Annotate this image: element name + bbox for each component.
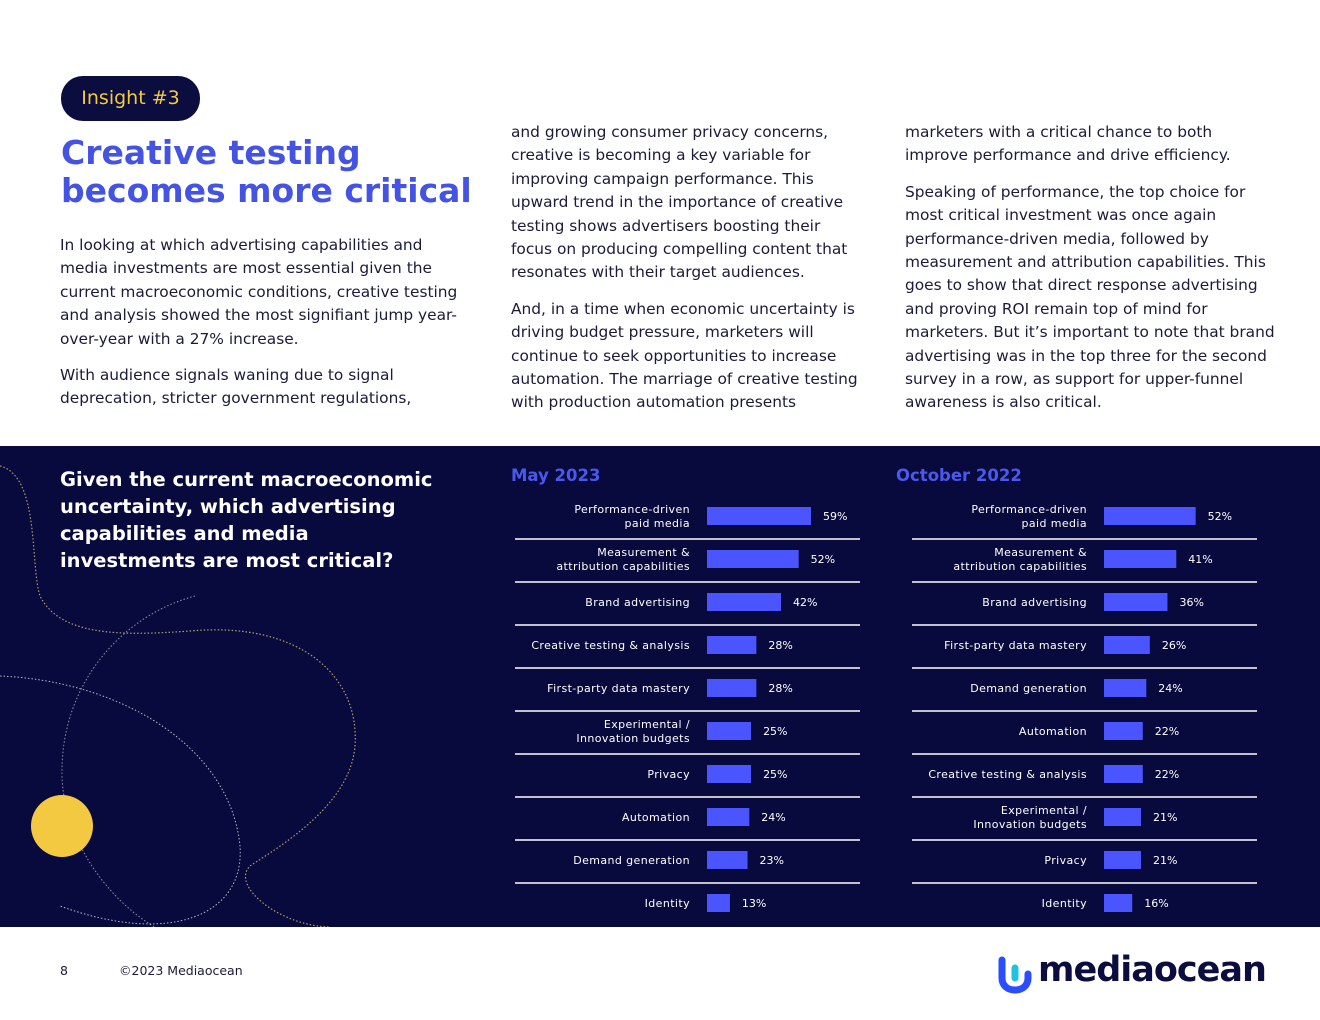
body-column-3 — [905, 121, 1275, 428]
chart-row — [970, 679, 1183, 697]
chart-row — [944, 636, 1186, 654]
chart-title-may-2023: May 2023 — [511, 466, 601, 485]
category-label: Identity — [644, 897, 690, 910]
chart-row — [928, 765, 1179, 783]
category-label: Performance-driven — [971, 503, 1087, 516]
category-label: attribution capabilities — [953, 560, 1087, 573]
page-title-line-1: Creative testing — [61, 133, 361, 172]
paragraph: In looking at which advertising capabilities and media investments are most essential given the current macroeconomic conditions, creative testing and analysis showed the most signifiant jump year-over-year with a 27% increase. — [60, 236, 458, 348]
bar — [707, 851, 748, 869]
value-label: 26% — [1161, 639, 1187, 652]
survey-band — [0, 446, 1320, 927]
value-label: 52% — [1207, 510, 1233, 523]
value-label: 21% — [1153, 854, 1178, 867]
value-label: 24% — [1158, 682, 1183, 695]
category-label: Brand advertising — [982, 596, 1087, 609]
chart-row — [576, 718, 787, 745]
value-label: 22% — [1154, 725, 1180, 738]
bar-chart-october-2022 — [912, 496, 1262, 927]
bar — [707, 808, 749, 826]
value-label: 25% — [763, 768, 788, 781]
bar — [707, 894, 730, 912]
bar — [707, 593, 781, 611]
bar — [707, 550, 799, 568]
bar — [707, 722, 751, 740]
bar — [1104, 851, 1141, 869]
bar — [1104, 593, 1167, 611]
paragraph: and growing consumer privacy concerns, creative is becoming a key variable for improving campaign performance. This upward trend in the importance of creative testing shows advertisers boosting their focus on producing compelling content that resonates with their target audiences. — [511, 123, 848, 282]
yellow-dot — [31, 795, 93, 857]
bar-chart-may-2023-svg — [515, 496, 865, 926]
chart-row — [1044, 851, 1177, 869]
chart-question: Given the current macroeconomic uncertainty, which advertising capabilities and media investments are most critical? — [60, 468, 433, 572]
bar — [1104, 722, 1143, 740]
category-label: Measurement & — [597, 546, 690, 559]
bar — [707, 507, 811, 525]
chart-row — [531, 636, 792, 654]
value-label: 22% — [1154, 768, 1180, 781]
category-label: Demand generation — [970, 682, 1087, 695]
category-label: Performance-driven — [574, 503, 690, 516]
value-label: 28% — [768, 682, 793, 695]
chart-row — [574, 503, 847, 530]
value-label: 36% — [1179, 596, 1204, 609]
chart-row — [585, 593, 817, 611]
chart-row — [953, 546, 1212, 573]
chart-row — [573, 851, 784, 869]
value-label: 59% — [823, 510, 848, 523]
category-label: Experimental / — [1000, 804, 1087, 817]
chart-row — [973, 804, 1177, 831]
value-label: 52% — [810, 553, 836, 566]
chart-row — [1042, 894, 1169, 912]
bar — [1104, 636, 1150, 654]
category-label: paid media — [1021, 517, 1087, 530]
chart-row — [982, 593, 1204, 611]
category-label: Innovation budgets — [973, 818, 1087, 831]
bar — [707, 765, 751, 783]
logo-wordmark: mediaocean — [1038, 950, 1266, 990]
bar — [707, 636, 756, 654]
body-column-2 — [511, 121, 866, 428]
category-label: Demand generation — [573, 854, 690, 867]
body-column-1 — [60, 234, 470, 424]
chart-row — [1019, 722, 1179, 740]
category-label: Innovation budgets — [576, 732, 690, 745]
category-label: Identity — [1041, 897, 1087, 910]
chart-row — [647, 765, 787, 783]
bar — [1104, 808, 1141, 826]
logo-mark-icon — [998, 956, 1038, 996]
insight-badge: Insight #3 — [61, 76, 200, 121]
category-label: First-party data mastery — [547, 682, 690, 695]
value-label: 13% — [741, 897, 767, 910]
category-label: Automation — [1018, 725, 1087, 738]
category-label: Privacy — [647, 768, 690, 781]
category-label: First-party data mastery — [944, 639, 1087, 652]
value-label: 16% — [1144, 897, 1169, 910]
value-label: 25% — [763, 725, 788, 738]
bar — [1104, 894, 1132, 912]
bar-chart-may-2023 — [515, 496, 865, 927]
bar — [1104, 507, 1196, 525]
bar — [707, 679, 756, 697]
chart-title-october-2022: October 2022 — [896, 466, 1022, 485]
chart-row — [622, 808, 786, 826]
paragraph: Speaking of performance, the top choice for most critical investment was once again performance-driven media, followed by measurement and attribution capabilities. This goes to show that direct response advertising and proving ROI remain top of mind for marketers. But it’s important to note that brand advertising was in the top three for the second survey in a row, as support for upper-funnel awareness is also critical. — [905, 182, 1275, 412]
chart-row — [645, 894, 767, 912]
value-label: 41% — [1188, 553, 1213, 566]
chart-row — [547, 679, 793, 697]
bar — [1104, 550, 1176, 568]
category-label: Measurement & — [994, 546, 1087, 559]
category-label: Automation — [621, 811, 690, 824]
page-title-line-2: becomes more critical — [61, 171, 472, 210]
category-label: Brand advertising — [585, 596, 690, 609]
category-label: paid media — [624, 517, 690, 530]
value-label: 24% — [761, 811, 786, 824]
category-label: Creative testing & analysis — [928, 768, 1087, 781]
value-label: 21% — [1153, 811, 1178, 824]
value-label: 28% — [768, 639, 793, 652]
value-label: 42% — [793, 596, 818, 609]
chart-row — [556, 546, 835, 573]
chart-row — [971, 503, 1232, 530]
mediaocean-logo — [998, 950, 1268, 996]
paragraph: marketers with a critical chance to both improve performance and drive efficiency. — [905, 123, 1231, 165]
copyright: ©2023 Mediaocean — [119, 963, 243, 978]
page-title — [61, 134, 491, 210]
page-number: 8 — [60, 963, 68, 978]
category-label: attribution capabilities — [556, 560, 690, 573]
bar — [1104, 765, 1143, 783]
bar-chart-october-2022-svg — [912, 496, 1262, 926]
category-label: Experimental / — [603, 718, 690, 731]
category-label: Privacy — [1044, 854, 1087, 867]
paragraph: With audience signals waning due to signal deprecation, stricter government regulations, — [60, 366, 412, 408]
category-label: Creative testing & analysis — [531, 639, 690, 652]
bar — [1104, 679, 1146, 697]
paragraph: And, in a time when economic uncertainty is driving budget pressure, marketers will continue to seek opportunities to increase automation. The marriage of creative testing with production automation presents — [511, 299, 858, 412]
value-label: 23% — [759, 854, 784, 867]
